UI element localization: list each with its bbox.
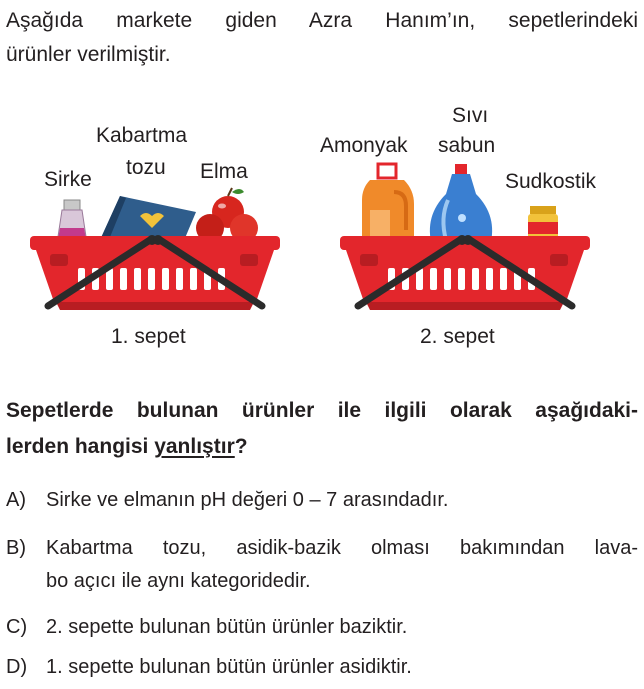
- basket-1-icon: [30, 235, 280, 310]
- apples-icon: [196, 188, 258, 242]
- label-sirke: Sirke: [44, 168, 92, 191]
- option-text: Sirke ve elmanın pH değeri 0 – 7 arasındadır.: [46, 489, 449, 511]
- question-emphasis: yanlıştır: [154, 435, 235, 458]
- label-tozu: tozu: [126, 156, 166, 179]
- option-letter: C): [6, 616, 28, 638]
- option-text: 1. sepette bulunan bütün ürünler asidiktir.: [46, 656, 412, 678]
- basket-1-caption: 1. sepet: [111, 325, 186, 348]
- option-text: 2. sepette bulunan bütün ürünler baziktir.: [46, 616, 408, 638]
- option-b[interactable]: [6, 532, 638, 598]
- label-elma: Elma: [200, 160, 248, 183]
- intro-text: [6, 4, 638, 72]
- baskets-illustration: [0, 100, 644, 360]
- option-text-line-1: Kabartma tozu, asidik-bazik olması bakımından lava-: [46, 537, 638, 559]
- label-sivi: Sıvı: [452, 104, 489, 127]
- basket-2-caption: 2. sepet: [420, 325, 495, 348]
- question-line-2-prefix: lerden hangisi: [6, 435, 155, 458]
- question-line-2: [6, 435, 248, 458]
- option-letter: A): [6, 489, 26, 511]
- label-amonyak: Amonyak: [320, 134, 408, 157]
- basket-2-icon: [340, 235, 590, 310]
- option-text: [46, 532, 638, 598]
- ammonia-bottle-icon: [362, 164, 414, 246]
- liquid-soap-bottle-icon: [430, 164, 492, 246]
- label-sudkostik: Sudkostik: [505, 170, 597, 193]
- option-text-line-2: bo açıcı ile aynı kategoridedir.: [46, 570, 311, 592]
- intro-line-2: ürünler verilmiştir.: [6, 43, 171, 66]
- question-line-1: Sepetlerde bulunan ürünler ile ilgili olarak aşağıdaki-: [6, 399, 638, 422]
- question-line-2-suffix: ?: [234, 435, 248, 458]
- option-letter: D): [6, 656, 28, 678]
- label-sabun: sabun: [438, 134, 496, 157]
- option-letter: B): [6, 537, 26, 559]
- intro-line-1: Aşağıda markete giden Azra Hanım’ın, sepetlerindeki: [6, 9, 638, 32]
- question-text: [6, 393, 638, 465]
- label-kabartma: Kabartma: [96, 124, 188, 147]
